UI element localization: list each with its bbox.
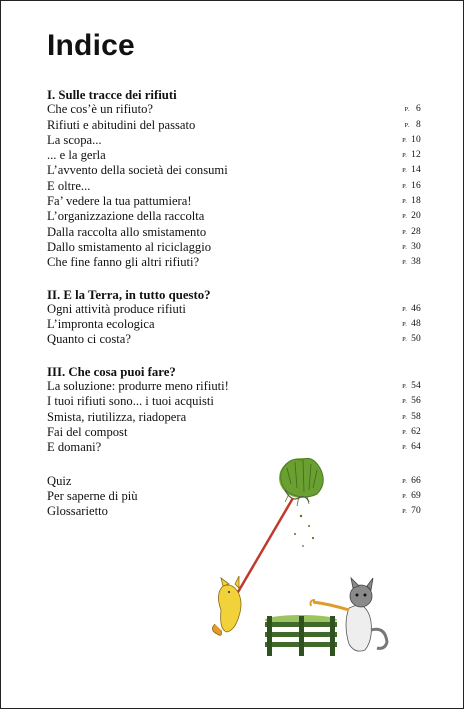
toc-section-3 bbox=[47, 365, 421, 456]
entry-label: Dalla raccolta allo smistamento bbox=[47, 224, 207, 239]
entry-page: P. 20 bbox=[402, 211, 421, 222]
entry-page: P. 12 bbox=[402, 150, 421, 161]
entry-label: Ogni attività produce rifiuti bbox=[47, 301, 186, 316]
pole-icon bbox=[231, 498, 293, 604]
entry-label: Per saperne di più bbox=[47, 488, 138, 503]
section-heading: II. E la Terra, in tutto questo? bbox=[47, 287, 211, 302]
toc-entry[interactable] bbox=[47, 425, 421, 440]
toc-entry[interactable] bbox=[47, 332, 421, 347]
entry-label: Quanto ci costa? bbox=[47, 332, 131, 347]
compost-bin-icon bbox=[265, 615, 337, 656]
entry-page: P. 70 bbox=[402, 506, 421, 517]
entry-label: L’avvento della società dei consumi bbox=[47, 163, 228, 178]
entry-label: La soluzione: produrre meno rifiuti! bbox=[47, 379, 229, 394]
entry-page: P. 10 bbox=[402, 134, 421, 145]
entry-label: Smista, riutilizza, riadopera bbox=[47, 409, 187, 424]
entry-label: L’organizzazione della raccolta bbox=[47, 209, 205, 224]
toc-entry[interactable] bbox=[47, 209, 421, 224]
entry-label: Che fine fanno gli altri rifiuti? bbox=[47, 255, 200, 270]
entry-page: P. 58 bbox=[402, 411, 421, 422]
entry-label: E oltre... bbox=[47, 178, 91, 193]
toc-entry[interactable] bbox=[47, 317, 421, 332]
grey-cat-icon bbox=[311, 578, 388, 651]
entry-page: P. 62 bbox=[402, 426, 421, 437]
grass-tuft-icon bbox=[279, 458, 323, 506]
entry-page: P. 64 bbox=[402, 442, 421, 453]
section-heading: III. Che cosa puoi fare? bbox=[47, 364, 176, 379]
entry-page: P. 8 bbox=[404, 119, 421, 130]
entry-page: P. 38 bbox=[402, 257, 421, 268]
entry-page: P. 56 bbox=[402, 396, 421, 407]
entry-page: P. 30 bbox=[402, 241, 421, 252]
toc-entry[interactable] bbox=[47, 118, 421, 133]
section-heading: I. Sulle tracce dei rifiuti bbox=[47, 88, 177, 102]
entry-page: P. 50 bbox=[402, 334, 421, 345]
entry-label: Fai del compost bbox=[47, 424, 128, 439]
toc-entry[interactable] bbox=[47, 225, 421, 240]
entry-page: P. 46 bbox=[402, 303, 421, 314]
toc-entry[interactable] bbox=[47, 102, 421, 117]
entry-page: P. 48 bbox=[402, 319, 421, 330]
toc-section-1 bbox=[47, 88, 421, 271]
entry-label: Dallo smistamento al riciclaggio bbox=[47, 239, 212, 254]
yellow-cat-icon bbox=[212, 576, 241, 635]
entry-label: Fa’ vedere la tua pattumiera! bbox=[47, 194, 192, 209]
entry-page: P. 6 bbox=[404, 104, 421, 115]
entry-label: La scopa... bbox=[47, 132, 102, 147]
illustration-cats-compost bbox=[209, 454, 395, 670]
toc-entry[interactable] bbox=[47, 163, 421, 178]
entry-label: Quiz bbox=[47, 473, 72, 488]
entry-label: ... e la gerla bbox=[47, 148, 106, 163]
toc-entry[interactable] bbox=[47, 255, 421, 270]
entry-label: Rifiuti e abitudini del passato bbox=[47, 117, 196, 132]
toc-entry[interactable] bbox=[47, 133, 421, 148]
toc-section-2 bbox=[47, 288, 421, 348]
entry-page: P. 69 bbox=[402, 490, 421, 501]
toc-entry[interactable] bbox=[47, 379, 421, 394]
toc-entry[interactable] bbox=[47, 179, 421, 194]
page-title: Indice bbox=[47, 29, 135, 62]
toc-entry[interactable] bbox=[47, 410, 421, 425]
toc-entry[interactable] bbox=[47, 394, 421, 409]
toc-entry[interactable] bbox=[47, 194, 421, 209]
falling-leaves-icon bbox=[294, 515, 314, 547]
entry-page: P. 66 bbox=[402, 475, 421, 486]
entry-page: P. 18 bbox=[402, 196, 421, 207]
entry-label: E domani? bbox=[47, 440, 102, 455]
entry-label: Glossarietto bbox=[47, 504, 108, 519]
entry-label: I tuoi rifiuti sono... i tuoi acquisti bbox=[47, 394, 214, 409]
entry-page: P. 54 bbox=[402, 381, 421, 392]
entry-label: L’impronta ecologica bbox=[47, 317, 155, 332]
entry-page: P. 14 bbox=[402, 165, 421, 176]
entry-page: P. 16 bbox=[402, 180, 421, 191]
toc-entry[interactable] bbox=[47, 240, 421, 255]
toc-entry[interactable] bbox=[47, 302, 421, 317]
entry-page: P. 28 bbox=[402, 226, 421, 237]
entry-label: Che cos’è un rifiuto? bbox=[47, 102, 153, 117]
toc-entry[interactable] bbox=[47, 148, 421, 163]
